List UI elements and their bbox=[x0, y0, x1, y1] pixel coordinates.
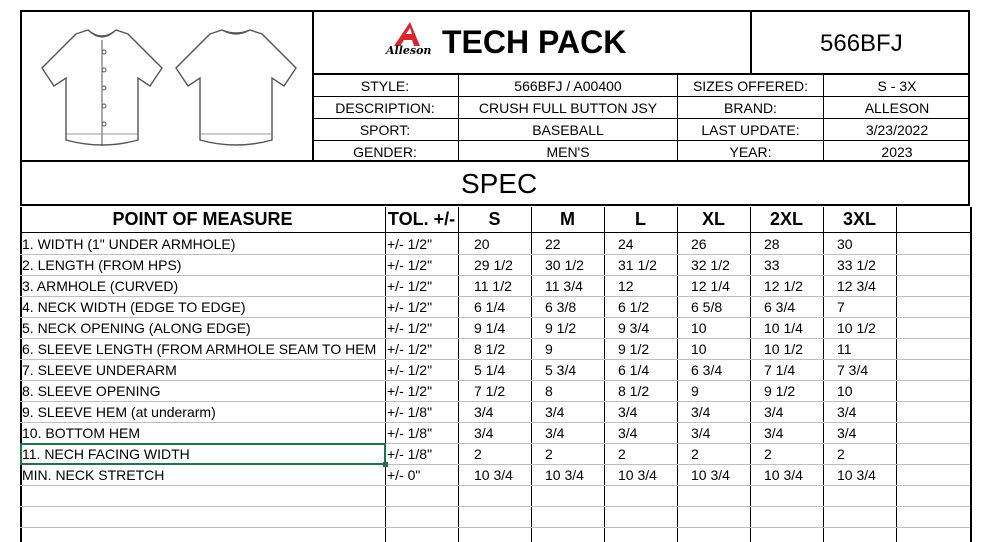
size-value-cell[interactable]: 10 bbox=[837, 382, 853, 399]
size-value-cell[interactable]: 3/4 bbox=[474, 424, 494, 441]
size-value-cell[interactable] bbox=[837, 485, 896, 506]
point-of-measure-cell[interactable]: 7. SLEEVE UNDERARM bbox=[22, 361, 177, 378]
size-value-cell[interactable]: 26 bbox=[691, 235, 707, 252]
table-col-line bbox=[385, 207, 386, 542]
style-value[interactable]: 566BFJ / A00400 bbox=[514, 77, 622, 94]
tolerance-cell[interactable]: +/- 1/2" bbox=[387, 277, 433, 294]
size-value-cell[interactable]: 9 bbox=[545, 340, 553, 357]
size-value-cell[interactable] bbox=[691, 485, 750, 506]
header-divider-right bbox=[750, 10, 752, 74]
size-value-cell[interactable]: 9 1/2 bbox=[545, 319, 577, 336]
size-value-cell[interactable]: 30 1/2 bbox=[545, 256, 584, 273]
size-value-cell[interactable]: 6 1/4 bbox=[618, 361, 650, 378]
sizes-label: SIZES OFFERED: bbox=[692, 77, 809, 94]
tech-pack-title: TECH PACK bbox=[442, 24, 627, 60]
size-value-cell[interactable]: 20 bbox=[474, 235, 490, 252]
tolerance-cell[interactable] bbox=[387, 506, 458, 527]
size-value-cell[interactable]: 3/4 bbox=[618, 403, 638, 420]
size-value-cell[interactable]: 10 1/2 bbox=[764, 340, 803, 357]
col-size-2xl-header: 2XL bbox=[769, 209, 803, 229]
size-value-cell[interactable]: 6 3/4 bbox=[691, 361, 723, 378]
tolerance-cell[interactable]: +/- 1/2" bbox=[387, 340, 433, 357]
point-of-measure-cell[interactable]: 11. NECH FACING WIDTH bbox=[22, 445, 190, 462]
size-value-cell[interactable]: 6 1/4 bbox=[474, 298, 506, 315]
table-col-line bbox=[750, 207, 751, 542]
brand-value[interactable]: ALLESON bbox=[864, 99, 930, 116]
col-size-s-header: S bbox=[488, 209, 501, 229]
sport-label: SPORT: bbox=[359, 121, 411, 138]
size-value-cell[interactable]: 2 bbox=[837, 445, 845, 462]
tolerance-cell[interactable]: +/- 1/2" bbox=[387, 298, 433, 315]
size-value-cell[interactable]: 7 1/4 bbox=[764, 361, 796, 378]
description-value[interactable]: CRUSH FULL BUTTON JSY bbox=[478, 99, 658, 116]
size-value-cell[interactable] bbox=[545, 485, 604, 506]
size-value-cell[interactable] bbox=[474, 506, 531, 527]
spec-title: SPEC bbox=[461, 168, 538, 199]
table-col-line bbox=[970, 207, 972, 542]
size-value-cell[interactable]: 7 bbox=[837, 298, 845, 315]
point-of-measure-cell[interactable]: 6. SLEEVE LENGTH (FROM ARMHOLE SEAM TO HEM bbox=[22, 340, 377, 357]
size-value-cell[interactable]: 30 bbox=[837, 235, 853, 252]
size-value-cell[interactable]: 5 3/4 bbox=[545, 361, 577, 378]
update-value[interactable]: 3/23/2022 bbox=[865, 121, 929, 138]
size-value-cell[interactable]: 3/4 bbox=[837, 424, 857, 441]
sizes-value[interactable]: S - 3X bbox=[877, 77, 917, 94]
table-col-line bbox=[677, 207, 678, 542]
size-value-cell[interactable]: 11 1/2 bbox=[474, 277, 512, 294]
description-label: DESCRIPTION: bbox=[335, 99, 435, 116]
tolerance-cell[interactable]: +/- 1/8" bbox=[387, 403, 433, 420]
size-value-cell[interactable]: 3/4 bbox=[764, 403, 784, 420]
jersey-sketch-front bbox=[38, 28, 166, 152]
style-label: STYLE: bbox=[360, 77, 410, 94]
point-of-measure-cell[interactable]: MIN. NECK STRETCH bbox=[22, 466, 165, 483]
tolerance-cell[interactable]: +/- 1/2" bbox=[387, 361, 433, 378]
sport-value[interactable]: BASEBALL bbox=[532, 121, 604, 138]
size-value-cell[interactable]: 22 bbox=[545, 235, 561, 252]
size-value-cell[interactable]: 5 1/4 bbox=[474, 361, 506, 378]
point-of-measure-cell[interactable]: 5. NECK OPENING (ALONG EDGE) bbox=[22, 319, 251, 336]
col-point-of-measure-header: POINT OF MEASURE bbox=[112, 209, 293, 229]
brand-label: BRAND: bbox=[724, 99, 777, 116]
size-value-cell[interactable]: 32 1/2 bbox=[691, 256, 730, 273]
size-value-cell[interactable]: 3/4 bbox=[545, 424, 565, 441]
size-value-cell[interactable]: 28 bbox=[764, 235, 780, 252]
tolerance-cell[interactable]: +/- 1/2" bbox=[387, 382, 433, 399]
size-value-cell[interactable] bbox=[618, 485, 677, 506]
tolerance-cell[interactable]: +/- 1/8" bbox=[387, 445, 433, 462]
point-of-measure-cell[interactable]: 1. WIDTH (1" UNDER ARMHOLE) bbox=[22, 235, 236, 252]
size-value-cell[interactable]: 24 bbox=[618, 235, 634, 252]
col-size-m-header: M bbox=[560, 209, 575, 229]
col-size-xl-header: XL bbox=[701, 209, 725, 229]
alleson-logo-text: Alleson bbox=[386, 44, 432, 57]
size-value-cell[interactable]: 9 1/2 bbox=[618, 340, 650, 357]
style-code: 566BFJ bbox=[820, 30, 903, 57]
col-size-l-header: L bbox=[635, 209, 646, 229]
size-value-cell[interactable] bbox=[474, 485, 531, 506]
size-value-cell[interactable]: 6 1/2 bbox=[618, 298, 650, 315]
point-of-measure-cell[interactable]: 8. SLEEVE OPENING bbox=[22, 382, 161, 399]
size-value-cell[interactable]: 31 1/2 bbox=[618, 256, 657, 273]
table-col-line bbox=[604, 207, 605, 542]
size-value-cell[interactable]: 7 3/4 bbox=[837, 361, 869, 378]
size-value-cell[interactable] bbox=[764, 506, 823, 527]
size-value-cell[interactable]: 10 3/4 bbox=[837, 466, 876, 483]
table-row-line bbox=[20, 527, 970, 528]
jersey-sketch-back bbox=[172, 28, 300, 152]
size-value-cell[interactable]: 33 1/2 bbox=[837, 256, 876, 273]
tolerance-cell[interactable]: +/- 1/2" bbox=[387, 256, 433, 273]
size-value-cell[interactable]: 7 1/2 bbox=[474, 382, 506, 399]
size-value-cell[interactable]: 10 bbox=[691, 340, 707, 357]
size-value-cell[interactable]: 9 bbox=[691, 382, 699, 399]
size-value-cell[interactable]: 9 1/4 bbox=[474, 319, 506, 336]
size-value-cell[interactable]: 11 bbox=[837, 340, 852, 357]
gender-value[interactable]: MEN'S bbox=[546, 143, 590, 160]
tolerance-cell[interactable]: +/- 1/2" bbox=[387, 235, 433, 252]
size-value-cell[interactable]: 3/4 bbox=[837, 403, 857, 420]
size-value-cell[interactable]: 10 bbox=[691, 319, 707, 336]
year-label: YEAR: bbox=[729, 143, 772, 160]
table-col-line bbox=[823, 207, 824, 542]
col-size-3xl-header: 3XL bbox=[842, 209, 876, 229]
size-value-cell[interactable]: 12 3/4 bbox=[837, 277, 876, 294]
size-value-cell[interactable]: 2 bbox=[764, 445, 772, 462]
point-of-measure-cell[interactable]: 9. SLEEVE HEM (at underarm) bbox=[22, 403, 216, 420]
size-value-cell[interactable]: 3/4 bbox=[545, 403, 565, 420]
alleson-logo bbox=[384, 20, 440, 60]
size-value-cell[interactable]: 10 3/4 bbox=[474, 466, 513, 483]
point-of-measure-cell[interactable]: 10. BOTTOM HEM bbox=[22, 424, 140, 441]
size-value-cell[interactable]: 12 bbox=[618, 277, 634, 294]
point-of-measure-cell[interactable]: 3. ARMHOLE (CURVED) bbox=[22, 277, 179, 294]
size-value-cell[interactable]: 10 1/2 bbox=[837, 319, 876, 336]
size-value-cell[interactable] bbox=[837, 506, 896, 527]
size-value-cell[interactable]: 8 bbox=[545, 382, 553, 399]
update-label: LAST UPDATE: bbox=[701, 121, 800, 138]
size-value-cell[interactable]: 3/4 bbox=[474, 403, 494, 420]
size-value-cell[interactable]: 10 3/4 bbox=[545, 466, 584, 483]
size-value-cell[interactable]: 2 bbox=[474, 445, 482, 462]
size-value-cell[interactable]: 33 bbox=[764, 256, 780, 273]
tolerance-cell[interactable]: +/- 0" bbox=[387, 466, 421, 483]
size-value-cell[interactable]: 2 bbox=[691, 445, 699, 462]
point-of-measure-cell[interactable]: 2. LENGTH (FROM HPS) bbox=[22, 256, 182, 273]
fill-handle[interactable] bbox=[383, 462, 388, 467]
size-value-cell[interactable]: 10 3/4 bbox=[618, 466, 657, 483]
selected-cell-outline bbox=[20, 443, 386, 465]
size-value-cell[interactable]: 10 1/4 bbox=[764, 319, 803, 336]
point-of-measure-cell[interactable]: 4. NECK WIDTH (EDGE TO EDGE) bbox=[22, 298, 246, 315]
col-tolerance-header: TOL. +/- bbox=[387, 209, 456, 229]
size-value-cell[interactable]: 3/4 bbox=[691, 403, 711, 420]
size-value-cell[interactable]: 8 1/2 bbox=[474, 340, 506, 357]
table-col-line bbox=[458, 207, 459, 542]
size-value-cell[interactable]: 3/4 bbox=[618, 424, 638, 441]
tolerance-cell[interactable] bbox=[387, 485, 458, 506]
size-value-cell[interactable]: 3/4 bbox=[691, 424, 711, 441]
size-value-cell[interactable]: 2 bbox=[618, 445, 626, 462]
size-value-cell[interactable] bbox=[764, 485, 823, 506]
size-value-cell[interactable]: 12 1/2 bbox=[764, 277, 803, 294]
size-value-cell[interactable]: 3/4 bbox=[764, 424, 784, 441]
table-col-line bbox=[896, 207, 897, 542]
size-value-cell[interactable]: 2 bbox=[545, 445, 553, 462]
size-value-cell[interactable]: 6 5/8 bbox=[691, 298, 723, 315]
year-value[interactable]: 2023 bbox=[881, 143, 913, 160]
size-value-cell[interactable]: 10 3/4 bbox=[764, 466, 803, 483]
point-of-measure-cell[interactable] bbox=[22, 506, 385, 527]
size-value-cell[interactable]: 29 1/2 bbox=[474, 256, 513, 273]
tolerance-cell[interactable]: +/- 1/2" bbox=[387, 319, 433, 336]
size-value-cell[interactable]: 8 1/2 bbox=[618, 382, 650, 399]
size-value-cell[interactable] bbox=[618, 506, 677, 527]
size-value-cell[interactable]: 12 1/4 bbox=[691, 277, 730, 294]
size-value-cell[interactable] bbox=[545, 506, 604, 527]
size-value-cell[interactable]: 9 3/4 bbox=[618, 319, 650, 336]
point-of-measure-cell[interactable] bbox=[22, 485, 385, 506]
gender-label: GENDER: bbox=[353, 143, 417, 160]
size-value-cell[interactable]: 11 3/4 bbox=[545, 277, 583, 294]
size-value-cell[interactable]: 10 3/4 bbox=[691, 466, 730, 483]
size-value-cell[interactable] bbox=[691, 506, 750, 527]
size-value-cell[interactable]: 6 3/4 bbox=[764, 298, 796, 315]
tolerance-cell[interactable]: +/- 1/8" bbox=[387, 424, 433, 441]
size-value-cell[interactable]: 6 3/8 bbox=[545, 298, 577, 315]
table-col-line bbox=[531, 207, 532, 542]
size-value-cell[interactable]: 9 1/2 bbox=[764, 382, 796, 399]
